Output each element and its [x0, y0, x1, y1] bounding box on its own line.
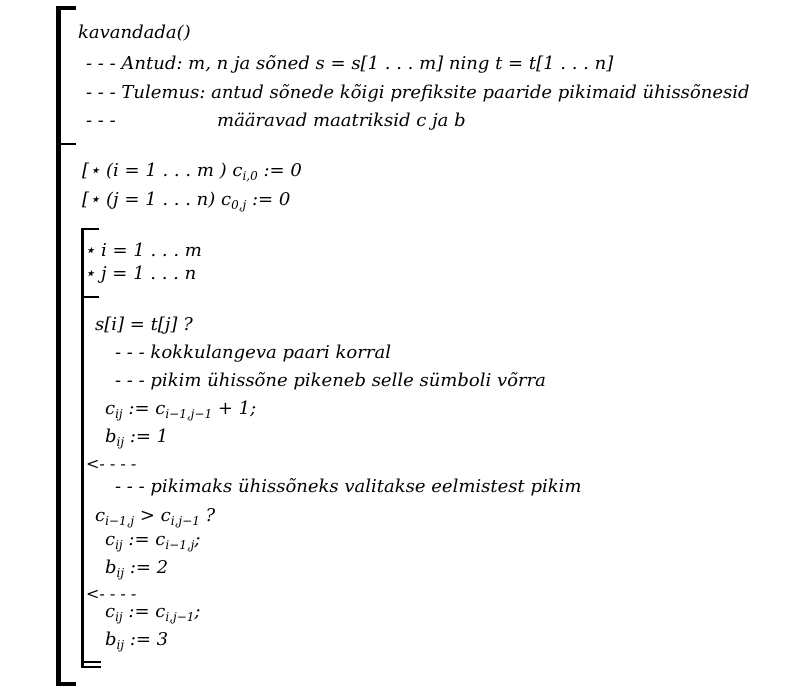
- condition-compare-lhs-sub: i−1,j: [105, 514, 135, 528]
- assign-b-1-lhs: b: [105, 426, 117, 447]
- comment-dashes: - - -: [86, 110, 116, 131]
- outer-bracket-vertical: [56, 6, 61, 686]
- header-separator: [56, 143, 76, 145]
- loop-header-separator: [81, 296, 99, 298]
- assign-c-diagonal-mid: := c: [122, 398, 166, 419]
- comment-pikeneb: - - - pikim ühissõne pikeneb selle sümboli võrra: [115, 370, 546, 391]
- assign-c-left-mid: := c: [122, 601, 166, 622]
- comment-kokkulangeva: - - - kokkulangeva paari korral: [115, 342, 391, 363]
- assign-c-left-tail: ;: [194, 601, 201, 622]
- init-col-c-text: [⋆ (j = 1 . . . n) c: [82, 189, 232, 210]
- assign-b-3-tail: := 3: [124, 629, 169, 650]
- assign-b-2: [105, 557, 168, 584]
- init-row-c-text: [⋆ (i = 1 . . . m ) c: [82, 160, 243, 181]
- assign-c-up-mid: := c: [122, 529, 166, 550]
- assign-c-left-rhs-sub: i,j−1: [165, 610, 195, 624]
- assign-b-2-sub: ij: [116, 566, 125, 580]
- assign-c-up: [105, 529, 200, 556]
- assign-b-3-lhs: b: [105, 629, 117, 650]
- init-row-c: [82, 160, 302, 187]
- assign-c-up-tail: ;: [194, 529, 201, 550]
- condition-compare-mid: > c: [134, 505, 171, 526]
- condition-compare-tail: ?: [199, 505, 216, 526]
- loop-bracket-bottom-1: [81, 661, 101, 663]
- assign-b-3-sub: ij: [116, 638, 125, 652]
- assign-c-up-rhs-sub: i−1,j: [165, 538, 195, 552]
- init-col-c-tail: := 0: [246, 189, 291, 210]
- assign-b-3: [105, 629, 168, 656]
- assign-b-2-lhs: b: [105, 557, 117, 578]
- assign-c-left: [105, 601, 200, 628]
- assign-b-1-tail: := 1: [124, 426, 169, 447]
- assign-c-diagonal-lhs-sub: ij: [115, 407, 123, 421]
- assign-c-left-lhs-sub: ij: [115, 610, 123, 624]
- loop-header-j: ⋆ j = 1 . . . n: [84, 263, 197, 284]
- outer-bracket-top: [56, 6, 76, 10]
- comment-pikimaks: - - - pikimaks ühissõneks valitakse eelmistest pikim: [115, 476, 582, 497]
- else-marker-1: <- - - -: [86, 454, 137, 473]
- assign-b-2-tail: := 2: [124, 557, 169, 578]
- loop-bracket-top: [81, 228, 99, 230]
- condition-match: s[i] = t[j] ?: [95, 314, 193, 335]
- condition-compare-rhs-sub: i,j−1: [170, 514, 200, 528]
- condition-compare: [95, 505, 215, 532]
- comment-tulemus: - - - Tulemus: antud sõnede kõigi prefiksite paaride pikimaid ühissõnesid: [86, 82, 750, 103]
- init-col-c: [82, 189, 290, 216]
- assign-c-diagonal-rhs-sub: i−1,j−1: [165, 407, 213, 421]
- comment-antud: - - - Antud: m, n ja sõned s = s[1 . . . m] ning t = t[1 . . . n]: [86, 53, 614, 74]
- init-row-c-sub: i,0: [242, 169, 258, 183]
- condition-compare-lhs: c: [95, 505, 106, 526]
- init-row-c-tail: := 0: [257, 160, 302, 181]
- init-col-c-sub: 0,j: [231, 198, 247, 212]
- assign-b-1-sub: ij: [116, 435, 125, 449]
- assign-c-diagonal-lhs: c: [105, 398, 116, 419]
- loop-bracket-vertical: [81, 228, 84, 668]
- comment-maatriksid: määravad maatriksid c ja b: [217, 110, 466, 131]
- assign-c-diagonal: [105, 398, 256, 425]
- assign-c-diagonal-tail: + 1;: [212, 398, 257, 419]
- loop-bracket-bottom-2: [81, 666, 101, 668]
- assign-c-left-lhs: c: [105, 601, 116, 622]
- procedure-name: kavandada(): [78, 22, 191, 43]
- assign-c-up-lhs: c: [105, 529, 116, 550]
- else-marker-2: <- - - -: [86, 584, 137, 603]
- outer-bracket-bottom: [56, 682, 76, 686]
- assign-c-up-lhs-sub: ij: [115, 538, 123, 552]
- loop-header-i: ⋆ i = 1 . . . m: [84, 240, 202, 261]
- assign-b-1: [105, 426, 168, 453]
